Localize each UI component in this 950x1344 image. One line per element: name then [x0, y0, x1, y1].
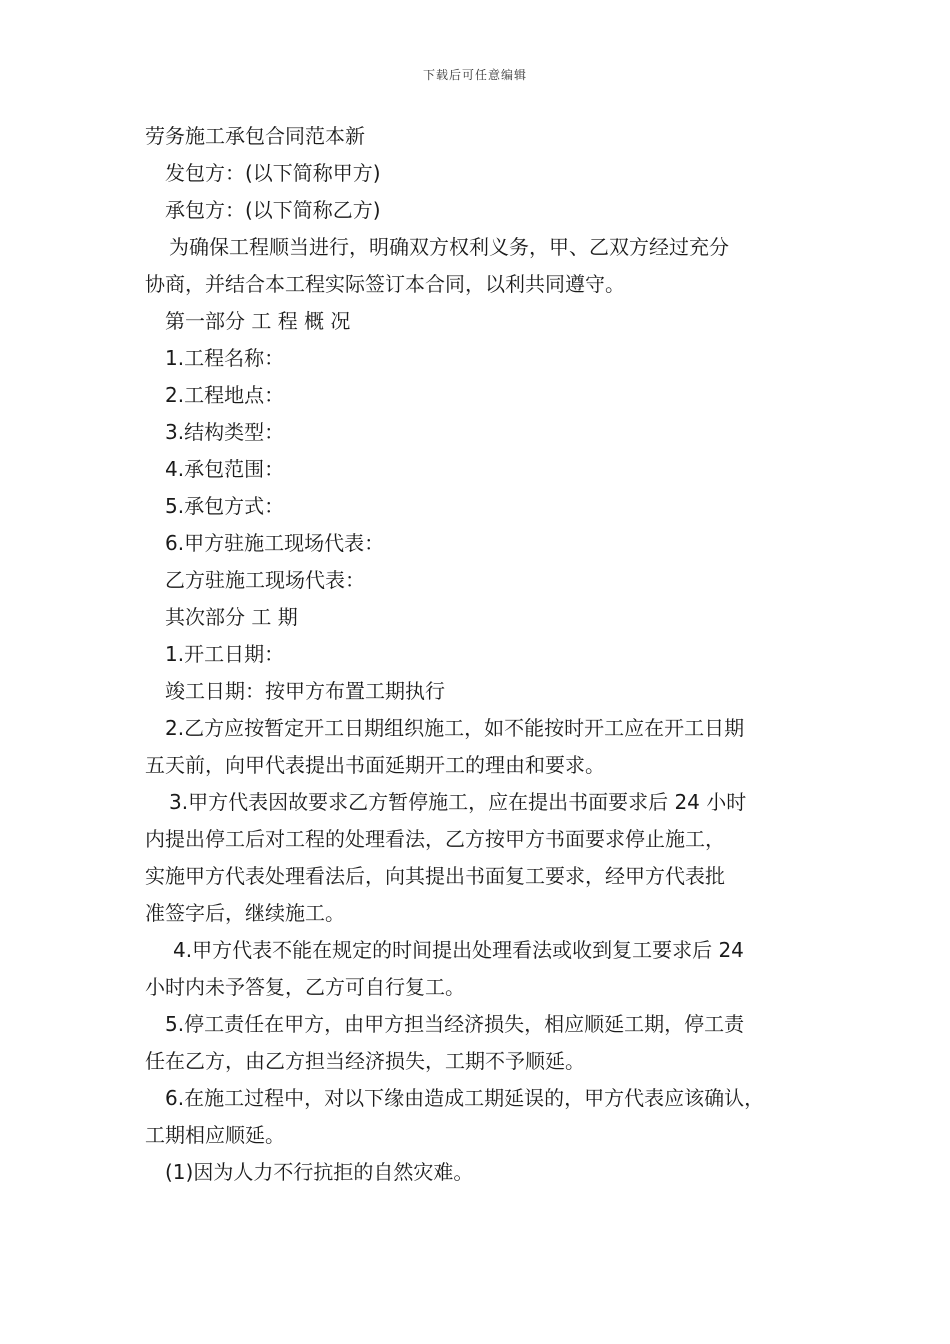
document-line: 5.承包方式： — [165, 494, 285, 518]
document-line: 承包方：(以下简称乙方) — [165, 198, 381, 222]
document-lines — [145, 155, 815, 1191]
document-line: 五天前，向甲代表提出书面延期开工的理由和要求。 — [145, 753, 605, 777]
document-line: 6.甲方驻施工现场代表： — [165, 531, 385, 555]
document-line: 6.在施工过程中，对以下缘由造成工期延误的，甲方代表应该确认， — [165, 1086, 765, 1110]
document-line: 协商，并结合本工程实际签订本合同，以利共同遵守。 — [145, 272, 625, 296]
document-line: 为确保工程顺当进行，明确双方权利义务，甲、乙双方经过充分 — [169, 235, 729, 259]
document-line: (1)因为人力不行抗拒的自然灾难。 — [165, 1160, 474, 1184]
document-line: 小时内未予答复，乙方可自行复工。 — [145, 975, 465, 999]
page-header-note: 下载后可任意编辑 — [422, 68, 527, 82]
document-line: 乙方驻施工现场代表： — [165, 568, 365, 592]
document-line: 工期相应顺延。 — [145, 1123, 285, 1147]
document-line: 发包方：(以下简称甲方) — [165, 161, 381, 185]
document-line: 实施甲方代表处理看法后，向其提出书面复工要求，经甲方代表批 — [145, 864, 725, 888]
document-body — [145, 118, 815, 1191]
document-line: 2.乙方应按暂定开工日期组织施工，如不能按时开工应在开工日期 — [165, 716, 745, 740]
document-line: 内提出停工后对工程的处理看法，乙方按甲方书面要求停止施工， — [145, 827, 725, 851]
document-title: 劳务施工承包合同范本新 — [145, 124, 365, 148]
document-line: 竣工日期：按甲方布置工期执行 — [165, 679, 445, 703]
document-line: 2.工程地点： — [165, 383, 285, 407]
document-line: 任在乙方，由乙方担当经济损失，工期不予顺延。 — [145, 1049, 585, 1073]
document-line: 1.开工日期： — [165, 642, 285, 666]
document-line: 3.甲方代表因故要求乙方暂停施工，应在提出书面要求后 24 小时 — [169, 790, 747, 814]
document-line: 准签字后，继续施工。 — [145, 901, 345, 925]
document-line: 5.停工责任在甲方，由甲方担当经济损失，相应顺延工期，停工责 — [165, 1012, 745, 1036]
document-line: 第一部分 工 程 概 况 — [165, 309, 351, 333]
document-line: 4.承包范围： — [165, 457, 285, 481]
document-line: 其次部分 工 期 — [165, 605, 298, 629]
document-line: 3.结构类型： — [165, 420, 285, 444]
document-line: 4.甲方代表不能在规定的时间提出处理看法或收到复工要求后 24 — [173, 938, 744, 962]
document-line: 1.工程名称： — [165, 346, 285, 370]
